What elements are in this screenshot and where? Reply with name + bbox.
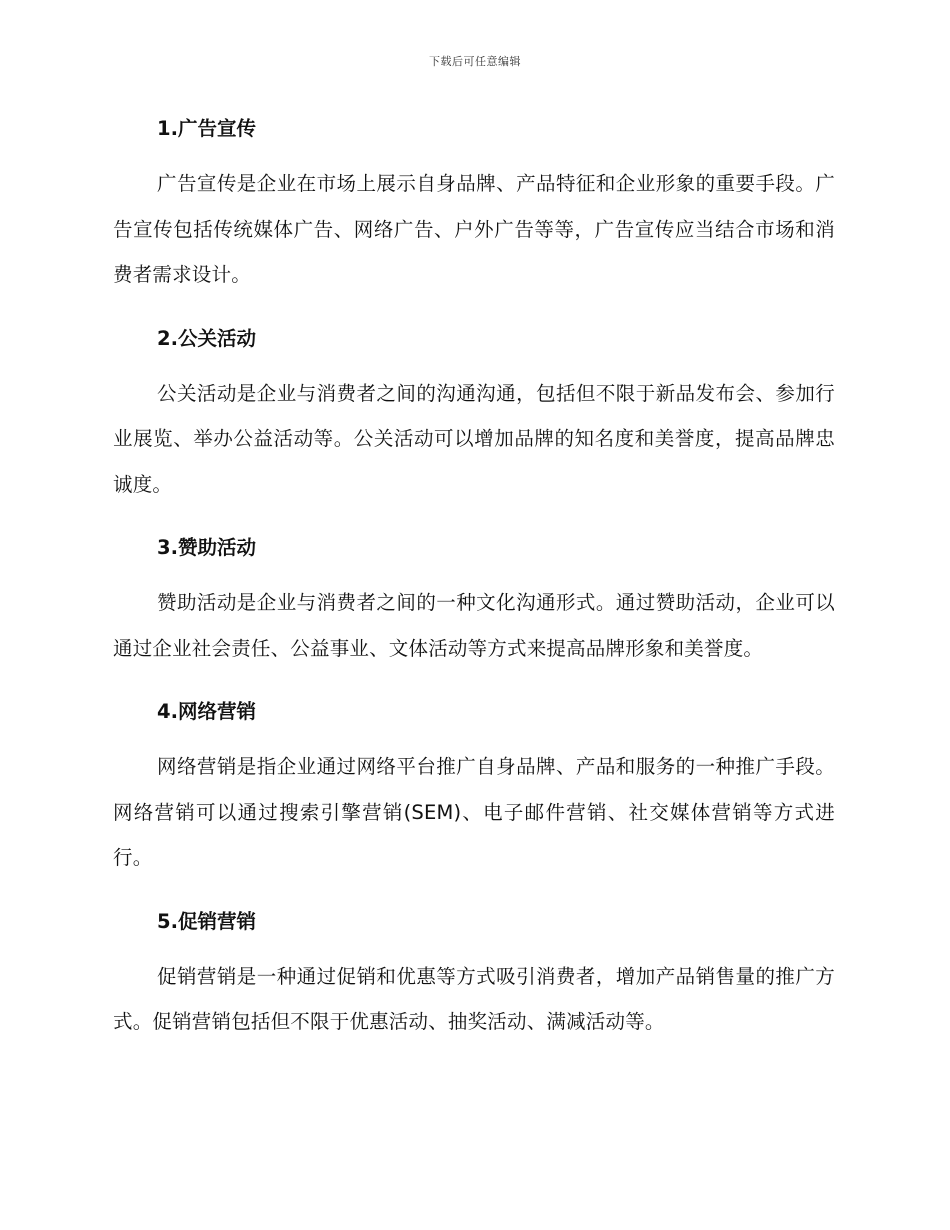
section-promotion [113, 905, 835, 1045]
section-heading: 1.广告宣传 [157, 117, 256, 140]
page-header: 下载后可任意编辑 [429, 55, 521, 68]
section-paragraph: 促销营销是一种通过促销和优惠等方式吸引消费者，增加产品销售量的推广方式。促销营销包括但不限于优惠活动、抽奖活动、满减活动等。 [113, 964, 835, 1033]
section-heading: 4.网络营销 [157, 700, 256, 723]
section-paragraph: 公关活动是企业与消费者之间的沟通沟通，包括但不限于新品发布会、参加行业展览、举办公益活动等。公关活动可以增加品牌的知名度和美誉度，提高品牌忠诚度。 [113, 381, 835, 496]
section-paragraph: 网络营销是指企业通过网络平台推广自身品牌、产品和服务的一种推广手段。网络营销可以通过搜索引擎营销(SEM)、电子邮件营销、社交媒体营销等方式进行。 [113, 755, 835, 869]
section-paragraph: 广告宣传是企业在市场上展示自身品牌、产品特征和企业形象的重要手段。广告宣传包括传统媒体广告、网络广告、户外广告等等，广告宣传应当结合市场和消费者需求设计。 [113, 172, 835, 286]
section-heading: 3.赞助活动 [157, 536, 256, 559]
section-sponsorship [113, 531, 835, 671]
section-public-relations [113, 322, 835, 508]
section-online-marketing [113, 695, 835, 881]
section-heading: 2.公关活动 [157, 326, 256, 350]
section-paragraph: 赞助活动是企业与消费者之间的一种文化沟通形式。通过赞助活动，企业可以通过企业社会责任、公益事业、文体活动等方式来提高品牌形象和美誉度。 [113, 591, 835, 660]
section-advertising [113, 112, 835, 298]
document-body [113, 112, 835, 1045]
section-heading: 5.促销营销 [157, 909, 256, 933]
